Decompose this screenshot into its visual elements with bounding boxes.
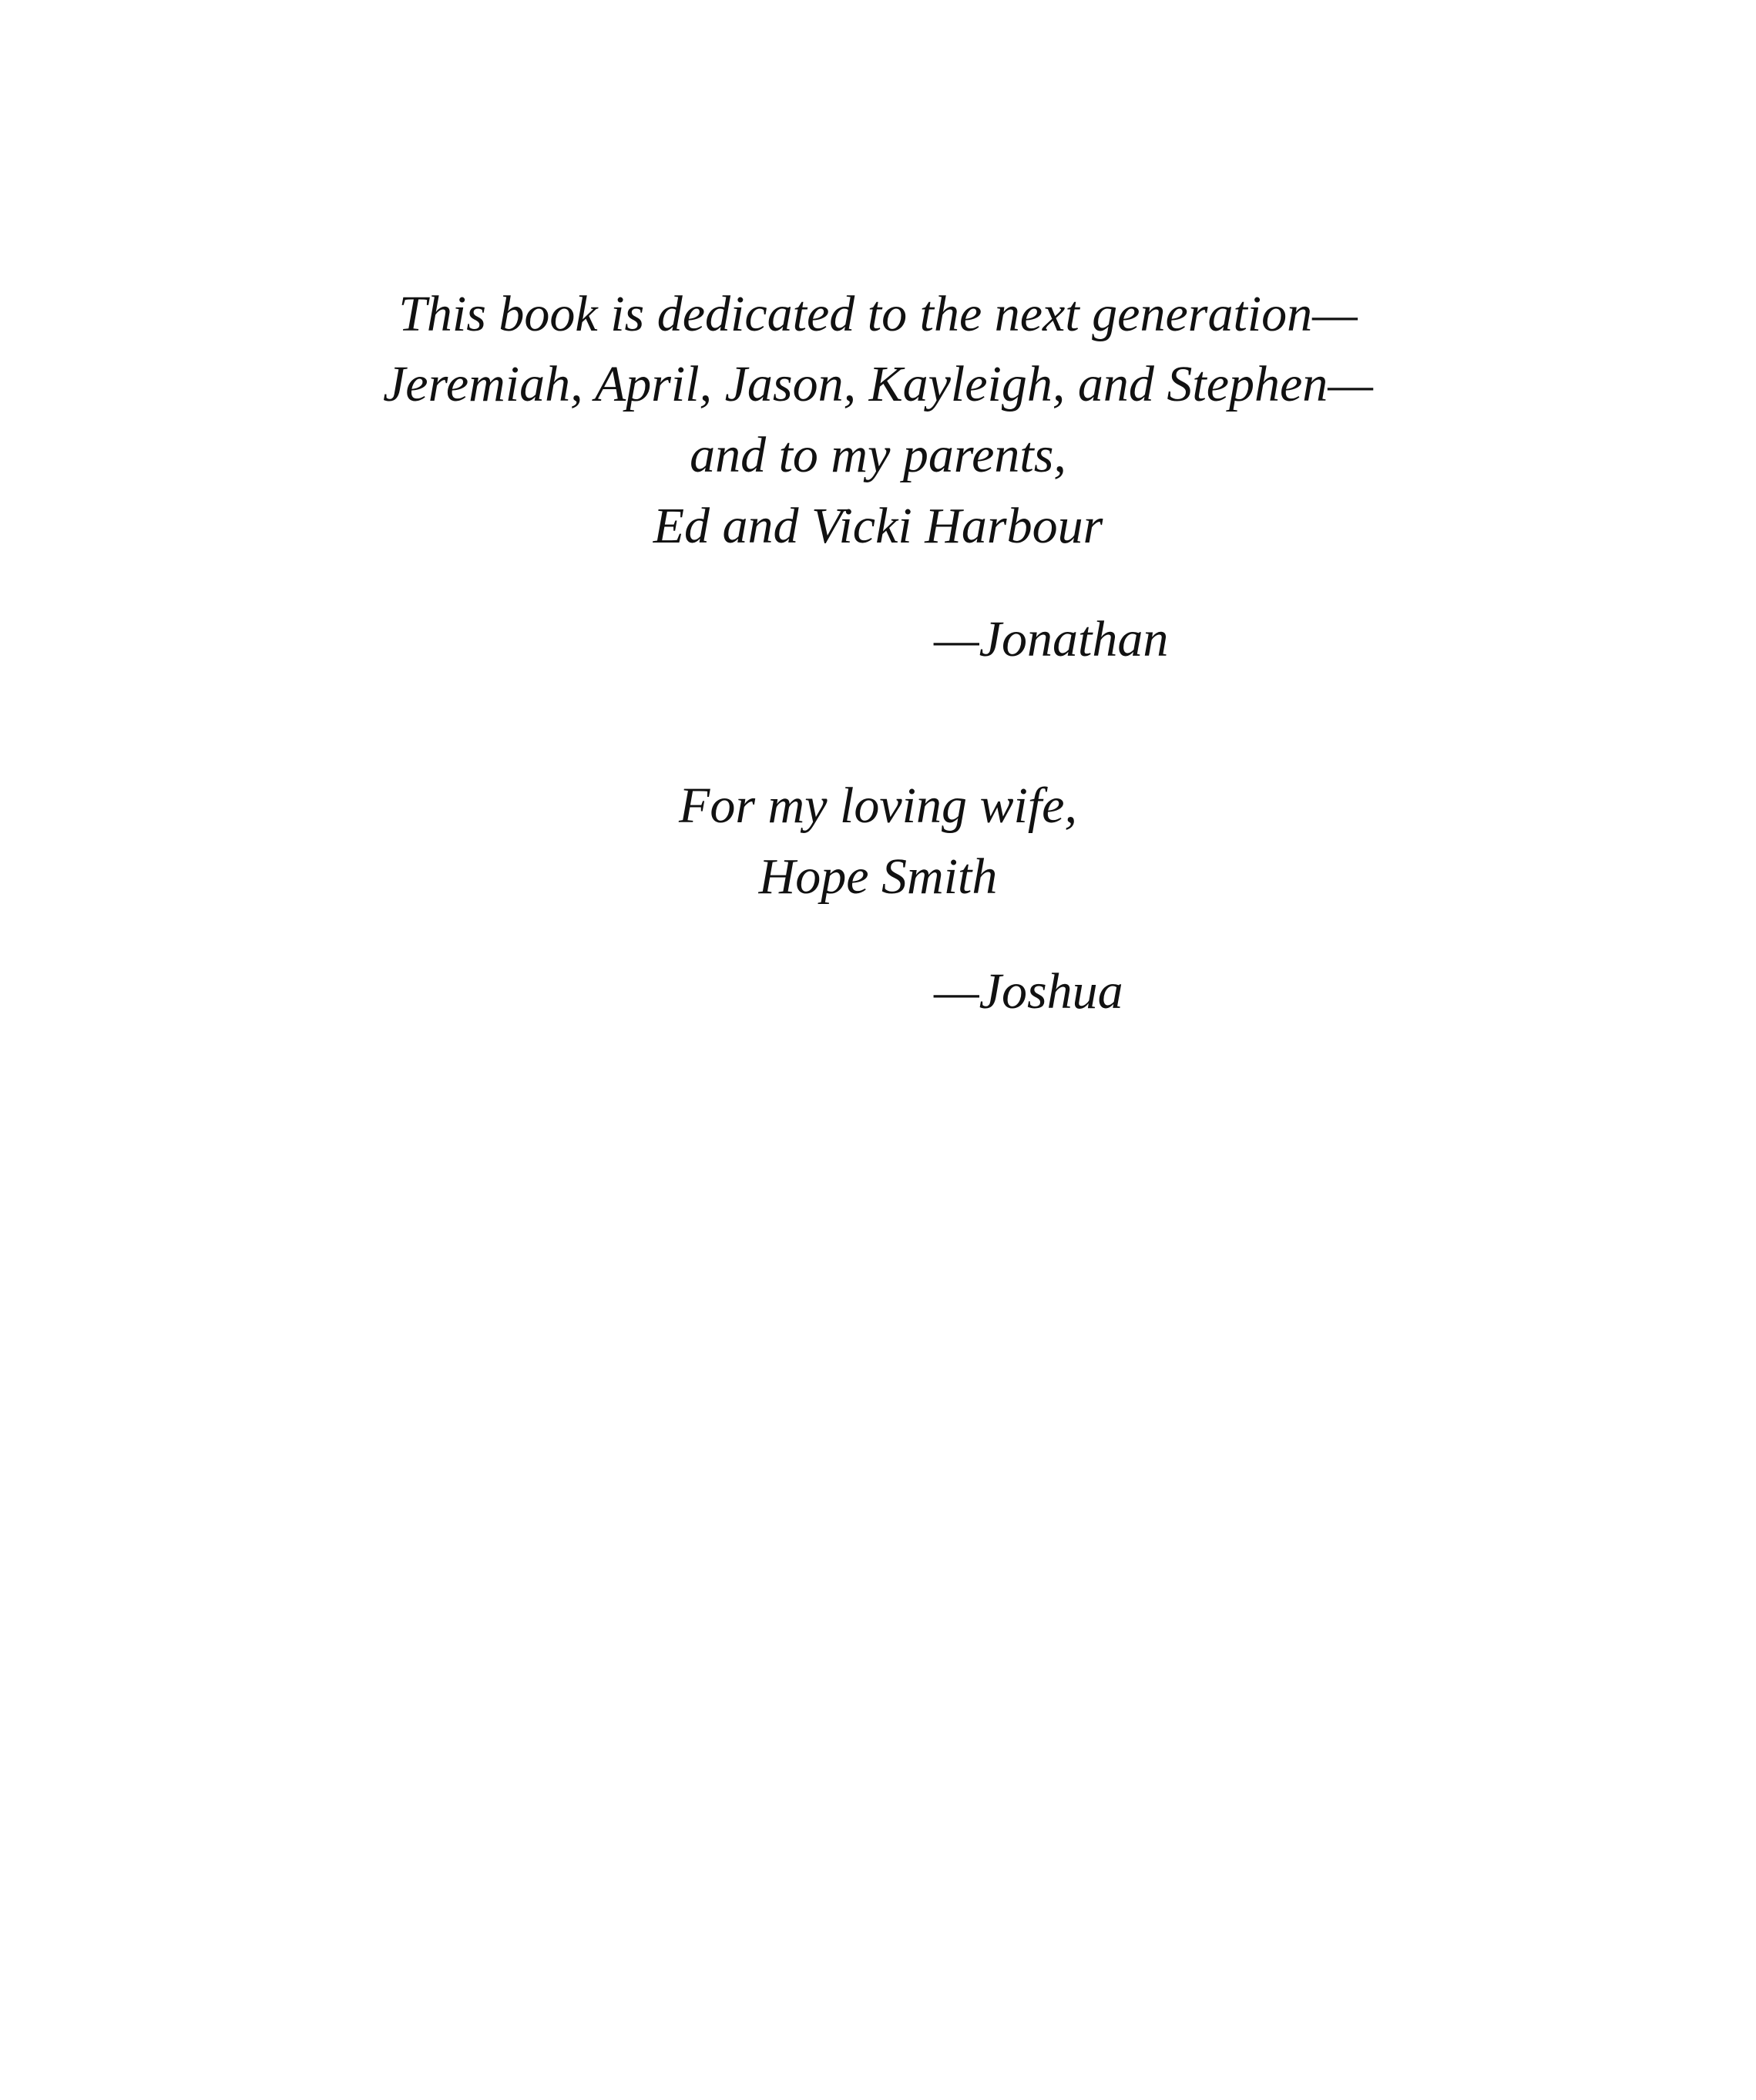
dedication-signature: —Joshua bbox=[934, 963, 1123, 1020]
dedication-line: This book is dedicated to the next generation— bbox=[398, 286, 1358, 342]
dedication-line: Jeremiah, April, Jason, Kayleigh, and Stephen— bbox=[383, 356, 1373, 412]
dedication-line: and to my parents, bbox=[690, 427, 1066, 483]
dedication-line: Hope Smith bbox=[758, 848, 998, 905]
dedication-signature: —Jonathan bbox=[934, 611, 1169, 667]
dedication-line: For my loving wife, bbox=[679, 778, 1077, 834]
dedication-line: Ed and Vicki Harbour bbox=[653, 498, 1103, 554]
